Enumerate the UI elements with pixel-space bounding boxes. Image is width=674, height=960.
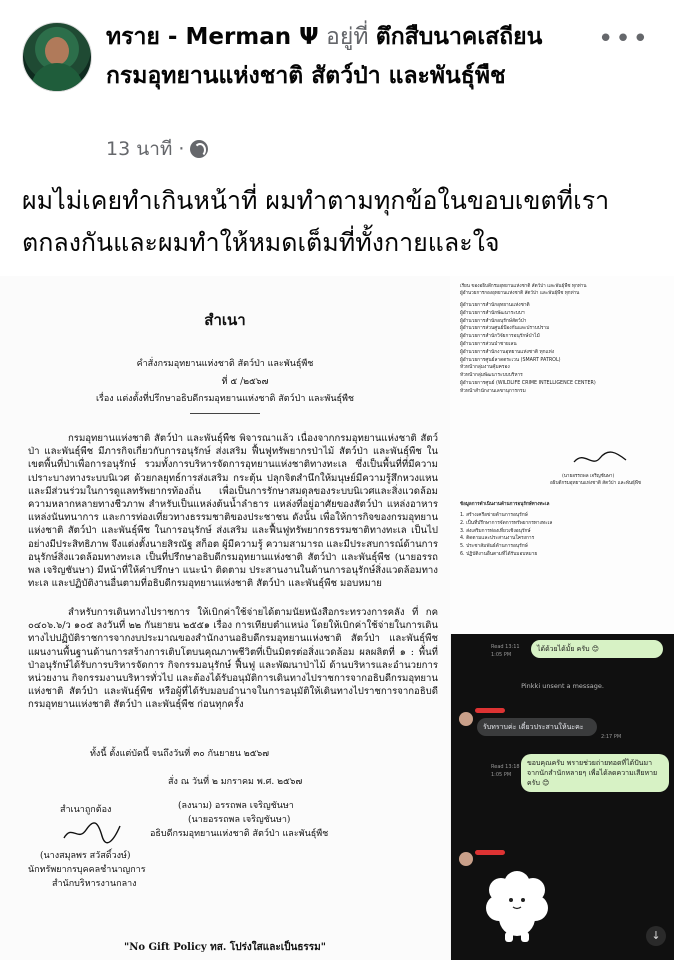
list-item: 1. สร้างเครือข่ายด้านการอนุรักษ์ <box>460 513 528 518</box>
doc-rule <box>190 413 260 414</box>
doc-stamp: สำเนา <box>204 311 246 329</box>
side-header-1: เรียน ของอธิบดีกรมอุทยานแห่งชาติ สัตว์ป่า และพันธุ์พืช ทุกท่าน <box>460 284 587 289</box>
author-avatar[interactable] <box>22 22 92 92</box>
scroll-down-icon[interactable]: ↓ <box>646 926 666 946</box>
list-item: 6. ปฏิบัติงานอื่นตามที่ได้รับมอบหมาย <box>460 551 538 557</box>
redaction-mark <box>475 708 505 713</box>
side-header-2: ผู้อำนวยการกองอุทยานแห่งชาติ สัตว์ป่า และพันธุ์พืช ทุกท่าน <box>460 291 580 296</box>
chat-bubble-in: รับทราบค่ะ เดี๋ยวประสานให้นะคะ <box>477 718 597 736</box>
chat-system-message: Pinkki unsent a message. <box>521 682 604 690</box>
doc-ordered-date: สั่ง ณ วันที่ ๒ มกราคม พ.ศ. ๒๕๖๗ <box>168 777 303 787</box>
post-meta <box>106 134 208 164</box>
document-image[interactable] <box>0 276 450 960</box>
chat-time: 1:05 PM <box>491 652 512 658</box>
at-label: อยู่ที่ <box>318 24 376 50</box>
redaction-mark <box>475 850 505 855</box>
list-item: ผู้อำนวยการศูนย์ลาดตระเวน (SMART PATROL) <box>460 357 561 363</box>
side-signature-title: อธิบดีกรมอุทยานแห่งชาติ สัตว์ป่า และพันธุ์พืช <box>550 481 641 486</box>
list-item: ผู้อำนวยการสำนักอุทยานแห่งชาติ <box>460 303 530 308</box>
doc-certified: สำเนาถูกต้อง <box>60 805 112 815</box>
doc-subject: เรื่อง แต่งตั้งที่ปรึกษาอธิบดีกรมอุทยานแห่งชาติ สัตว์ป่า และพันธุ์พืช <box>95 394 355 404</box>
doc-heading: คำสั่งกรมอุทยานแห่งชาติ สัตว์ป่า และพันธุ์พืช <box>136 359 314 369</box>
doc-signer-title: อธิบดีกรมอุทยานแห่งชาติ สัตว์ป่า และพันธุ์พืช <box>150 829 329 839</box>
list-item: 3. ส่งเสริมการท่องเที่ยวเชิงอนุรักษ์ <box>460 528 531 534</box>
chat-time: 2:17 PM <box>601 734 622 740</box>
post-header <box>0 0 674 170</box>
sheep-sticker-icon <box>479 866 555 946</box>
list-item: 4. ติดตามและประสานงานโครงการ <box>460 536 535 542</box>
list-item: หัวหน้ากลุ่มพัฒนาระบบบริหาร <box>460 373 523 379</box>
side-tasks-header: ข้อมูลการดำเนินงานด้านการอนุรักษ์ทางทะเล <box>460 502 550 507</box>
list-item: หัวหน้าสำนักงานเลขานุการกรม <box>460 388 526 394</box>
doc-clerk-office: สำนักบริหารงานกลาง <box>52 879 137 889</box>
list-item: หัวหน้ากลุ่มงานคุ้มครอง <box>460 365 510 371</box>
side-signature-caption: (นายอรรถพล เจริญชันษา) <box>562 474 615 479</box>
post-author-line <box>106 18 586 96</box>
doc-clerk-title: นักทรัพยากรบุคคลชำนาญการ <box>28 865 146 875</box>
globe-icon[interactable] <box>190 140 208 158</box>
chat-time: 1:05 PM <box>491 772 512 778</box>
side-recipient-list <box>460 302 660 396</box>
side-task-list <box>460 512 660 559</box>
chat-read-time: Read 13:11 <box>491 644 520 650</box>
signature-icon <box>62 820 122 844</box>
post-body: ผมไม่เคยทำเกินหน้าที่ ผมทำตามทุกข้อในขอบเขตที่เราตกลงกันและผมทำให้หมดเต็มที่ทั้งกายและใจ <box>22 186 610 257</box>
list-item: ผู้อำนวยการสำนักอนุรักษ์สัตว์ป่า <box>460 318 527 324</box>
side-document-image[interactable] <box>450 276 674 634</box>
doc-effective: ทั้งนี้ ตั้งแต่บัดนี้ จนถึงวันที่ ๓๐ กันยายน ๒๕๖๗ <box>90 749 270 759</box>
doc-number: ที่ ๕ /๒๕๖๗ <box>221 377 269 387</box>
list-item: 2. เป็นที่ปรึกษาการจัดการทรัพยากรทางทะเล <box>460 520 553 526</box>
doc-signer-name: (นายอรรถพล เจริญชันษา) <box>188 815 291 825</box>
list-item: ผู้อำนวยการศูนย์ (WILDLIFE CRIME INTELLIGENCE CENTER) <box>460 380 596 386</box>
list-item: ผู้อำนวยการส่วนศูนย์ป้องกันและปราบปราม <box>460 326 550 332</box>
doc-paragraph-1: กรมอุทยานแห่งชาติ สัตว์ป่า และพันธุ์พืช พิจารณาแล้ว เนื่องจากกรมอุทยานแห่งชาติ สัตว์ป่า และพันธุ์พืช มีภารกิจเกี่ยวกับการอนุรักษ์ ส่งเสริม ฟื้นฟูทรัพยากรป่าไม้ สัตว์ป่า และพันธุ์พืช ในเขตพื้นที่ป่าเพื่อการอนุรักษ์ รวมทั้งการบริหารจัดการอุทยานแห่งชาติทางทะเล ซึ่งเป็นพื้นที่ที่มีความเปราะบางทางระบบนิเวศ ด้วยกลยุทธ์การส่งเสริม กระตุ้น ปลุกจิตสำนึกให้มนุษย์มีความรู้สึกหวงแหน และมีส่วนร่วมในการดูแลทรัพยากรท้องถิ่น เพื่อเป็นการรักษาสมดุลของระบบนิเวศและสิ่งแวดล้อม ความหลากหลายทางชีวภาพ สำหรับเป็นแหล่งต้นน้ำลำธาร แหล่งที่อยู่อาศัยของสัตว์ป่า แหล่งอาหาร แหล่งนันทนาการ และการท่องเที่ยวทางธรรมชาติของประชาชน ดังนั้น เพื่อให้การกิจของกรมอุทยานแห่งชาติ สัตว์ป่า และพันธุ์พืช ในการอนุรักษ์ ส่งเสริม และฟื้นฟูทรัพยากรธรรมชาติทางทะเล เป็นไปอย่างมีประสิทธิภาพ จึงแต่งตั้งนายสิรณัฐ สก็อต ผู้มีความรู้ ความสามารถ และมีประสบการณ์ด้านการอนุรักษ์สิ่งแวดล้อมทางทะเล เป็นที่ปรึกษาอธิบดีกรมอุทยานแห่งชาติ สัตว์ป่า และพันธุ์พืช (นายอรรถพล เจริญชันษา) มีหน้าที่ให้คำปรึกษา แนะนำ ติดตาม ประสานงานในด้านการอนุรักษ์สิ่งแวดล้อมทางทะเล และปฏิบัติงานอื่นตามที่อธิบดีกรมอุทยานแห่งชาติ สัตว์ป่า และพันธุ์พืช มอบหมาย <box>28 433 438 590</box>
chat-bubble-out: ขอบคุณครับ พรายช่วยถ่ายทอดที่ได้ปันมาจากนักสำนักหลายๆ เพื่อได้ลดความเสียหายครับ 😊 <box>521 754 669 792</box>
chat-avatar <box>459 712 473 726</box>
list-item: ผู้อำนวยการสำนักวิจัยการอนุรักษ์ป่าไม้ <box>460 334 540 340</box>
chat-avatar <box>459 852 473 866</box>
meta-separator: · <box>178 138 185 160</box>
chat-read-time: Read 13:18 <box>491 764 520 770</box>
doc-clerk-name: (นางสมุลพร สวัสดิ์วงษ์) <box>40 851 131 861</box>
doc-signed: (ลงนาม) อรรถพล เจริญชันษา <box>178 801 294 811</box>
list-item: ผู้อำนวยการส่วนป่าชายเลน <box>460 341 517 347</box>
list-item: ผู้อำนวยการสำนักงานอุทยานแห่งชาติ ทุกแห่ง <box>460 349 555 355</box>
list-item: 5. ประชาสัมพันธ์ด้านการอนุรักษ์ <box>460 544 528 550</box>
doc-paragraph-2: สำหรับการเดินทางไปราชการ ให้เบิกค่าใช้จ่ายได้ตามนัยหนังสือกระทรวงการคลัง ที่ กค ๐๔๐๖.๖/ว ๑๐๕ ลงวันที่ ๒๒ กันยายน ๒๕๕๑ เรื่อง การเทียบตำแหน่ง โดยให้เบิกค่าใช้จ่ายในการเดินทางไปปฏิบัติราชการจากงบประมาณของสำนักงานอธิบดีกรมอุทยานแห่งชาติ สัตว์ป่า และพันธุ์พืช แผนงานพื้นฐานด้านการสร้างการเติบโตบนคุณภาพชีวิตที่เป็นมิตรต่อสิ่งแวดล้อม ผลผลิตที่ ๑ : พื้นที่ป่าอนุรักษ์ได้รับการบริหารจัดการ กิจกรรมอนุรักษ์ ฟื้นฟู และพัฒนาป่าไม้ ด้านบริหารและอำนวยการหน่วยงาน กิจกรรมงานบริหารทั่วไป และต้องได้รับอนุมัติการเดินทางไปราชการจากอธิบดีกรมอุทยานแห่งชาติ สัตว์ป่า และพันธุ์พืช หรือผู้ที่ได้รับมอบอำนาจในการอนุมัติให้เดินทางไปราชการจากอธิบดีกรมอุทยานแห่งชาติ สัตว์ป่า และพันธุ์พืช ก่อนทุกครั้ง <box>28 607 438 711</box>
chat-screenshot[interactable] <box>451 634 674 960</box>
checkin-place[interactable]: ตึกสืบนาคเสถียน กรมอุทยานแห่งชาติ สัตว์ป่า และพันธุ์พืช <box>106 24 543 89</box>
signature-icon <box>570 448 630 470</box>
post-time[interactable]: 13 นาที <box>106 138 173 160</box>
chat-bubble-out: ได้ด้วยได้มั้ย ครับ 😊 <box>531 640 663 658</box>
author-name[interactable]: ทราย - Merman Ψ <box>106 24 319 50</box>
list-item: ผู้อำนวยการสำนักพัฒนาระบบฯ <box>460 310 525 316</box>
more-dots-icon[interactable]: ••• <box>597 24 650 54</box>
doc-footer-policy: "No Gift Policy ทส. โปร่งใสและเป็นธรรม" <box>124 942 326 953</box>
